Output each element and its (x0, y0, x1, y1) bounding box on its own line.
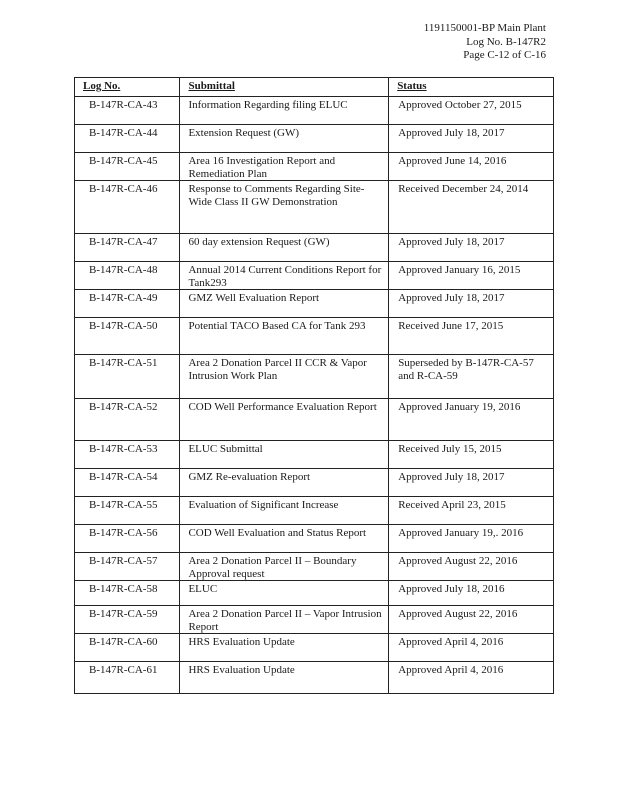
column-header-status: Status (389, 78, 554, 97)
log-number-cell: B-147R-CA-60 (75, 634, 180, 662)
status-cell: Received April 23, 2015 (389, 497, 554, 525)
table-row (75, 399, 554, 441)
log-number-cell: B-147R-CA-52 (75, 399, 180, 441)
table-header-row (75, 78, 554, 97)
log-number-cell: B-147R-CA-61 (75, 662, 180, 694)
submittal-cell: GMZ Well Evaluation Report (180, 290, 389, 318)
status-cell: Received July 15, 2015 (389, 441, 554, 469)
status-cell: Received December 24, 2014 (389, 181, 554, 234)
log-number: Log No. B-147R2 (466, 35, 546, 48)
table-row (75, 125, 554, 153)
submittal-cell: 60 day extension Request (GW) (180, 234, 389, 262)
log-number-cell: B-147R-CA-46 (75, 181, 180, 234)
submittal-cell: ELUC (180, 581, 389, 606)
status-cell: Approved June 14, 2016 (389, 153, 554, 181)
log-number-cell: B-147R-CA-57 (75, 553, 180, 581)
submittal-cell: Annual 2014 Current Conditions Report for Tank293 (180, 262, 389, 290)
table-row (75, 355, 554, 399)
table-row (75, 634, 554, 662)
status-cell: Approved July 18, 2017 (389, 290, 554, 318)
table-row (75, 441, 554, 469)
table-row (75, 469, 554, 497)
submittal-log-table (74, 77, 554, 694)
log-number-cell: B-147R-CA-51 (75, 355, 180, 399)
log-number-cell: B-147R-CA-55 (75, 497, 180, 525)
status-cell: Approved April 4, 2016 (389, 662, 554, 694)
status-cell: Approved April 4, 2016 (389, 634, 554, 662)
status-cell: Superseded by B-147R-CA-57 and R-CA-59 (389, 355, 554, 399)
log-number-cell: B-147R-CA-44 (75, 125, 180, 153)
status-cell: Approved July 18, 2017 (389, 125, 554, 153)
submittal-cell: Area 2 Donation Parcel II – Vapor Intrusion Report (180, 606, 389, 634)
submittal-cell: Response to Comments Regarding Site-Wide Class II GW Demonstration (180, 181, 389, 234)
status-cell: Approved October 27, 2015 (389, 97, 554, 125)
column-header-submittal: Submittal (180, 78, 389, 97)
submittal-cell: Area 16 Investigation Report and Remediation Plan (180, 153, 389, 181)
status-cell: Approved January 19,. 2016 (389, 525, 554, 553)
log-number-cell: B-147R-CA-50 (75, 318, 180, 355)
submittal-cell: Potential TACO Based CA for Tank 293 (180, 318, 389, 355)
table-row (75, 153, 554, 181)
status-cell: Approved July 18, 2017 (389, 469, 554, 497)
status-cell: Received June 17, 2015 (389, 318, 554, 355)
status-cell: Approved January 16, 2015 (389, 262, 554, 290)
status-cell: Approved July 18, 2017 (389, 234, 554, 262)
log-number-cell: B-147R-CA-47 (75, 234, 180, 262)
log-number-cell: B-147R-CA-49 (75, 290, 180, 318)
submittal-cell: COD Well Performance Evaluation Report (180, 399, 389, 441)
page-number: Page C-12 of C-16 (463, 49, 546, 61)
log-number-cell: B-147R-CA-45 (75, 153, 180, 181)
log-number-cell: B-147R-CA-54 (75, 469, 180, 497)
log-number-cell: B-147R-CA-59 (75, 606, 180, 634)
log-number-cell: B-147R-CA-43 (75, 97, 180, 125)
submittal-cell: Area 2 Donation Parcel II CCR & Vapor Intrusion Work Plan (180, 355, 389, 399)
log-number-cell: B-147R-CA-53 (75, 441, 180, 469)
facility-id: 1191150001-BP Main Plant (423, 22, 546, 34)
table-row (75, 525, 554, 553)
submittal-cell: Extension Request (GW) (180, 125, 389, 153)
submittal-cell: Information Regarding filing ELUC (180, 97, 389, 125)
log-number-cell: B-147R-CA-58 (75, 581, 180, 606)
submittal-cell: Evaluation of Significant Increase (180, 497, 389, 525)
status-cell: Approved August 22, 2016 (389, 553, 554, 581)
table-row (75, 553, 554, 581)
submittal-cell: GMZ Re-evaluation Report (180, 469, 389, 497)
table-row (75, 290, 554, 318)
table-row (75, 234, 554, 262)
log-number-cell: B-147R-CA-56 (75, 525, 180, 553)
page-header (424, 22, 546, 63)
table-row (75, 262, 554, 290)
submittal-cell: HRS Evaluation Update (180, 634, 389, 662)
table-row (75, 581, 554, 606)
log-number-cell: B-147R-CA-48 (75, 262, 180, 290)
status-cell: Approved January 19, 2016 (389, 399, 554, 441)
column-header-log-no: Log No. (75, 78, 180, 97)
status-cell: Approved August 22, 2016 (389, 606, 554, 634)
status-cell: Approved July 18, 2016 (389, 581, 554, 606)
submittal-cell: HRS Evaluation Update (180, 662, 389, 694)
submittal-cell: Area 2 Donation Parcel II – Boundary Approval request (180, 553, 389, 581)
submittal-cell: ELUC Submittal (180, 441, 389, 469)
table-row (75, 181, 554, 234)
table-row (75, 606, 554, 634)
table-row (75, 497, 554, 525)
table-row (75, 662, 554, 694)
table-row (75, 318, 554, 355)
table-row (75, 97, 554, 125)
submittal-cell: COD Well Evaluation and Status Report (180, 525, 389, 553)
